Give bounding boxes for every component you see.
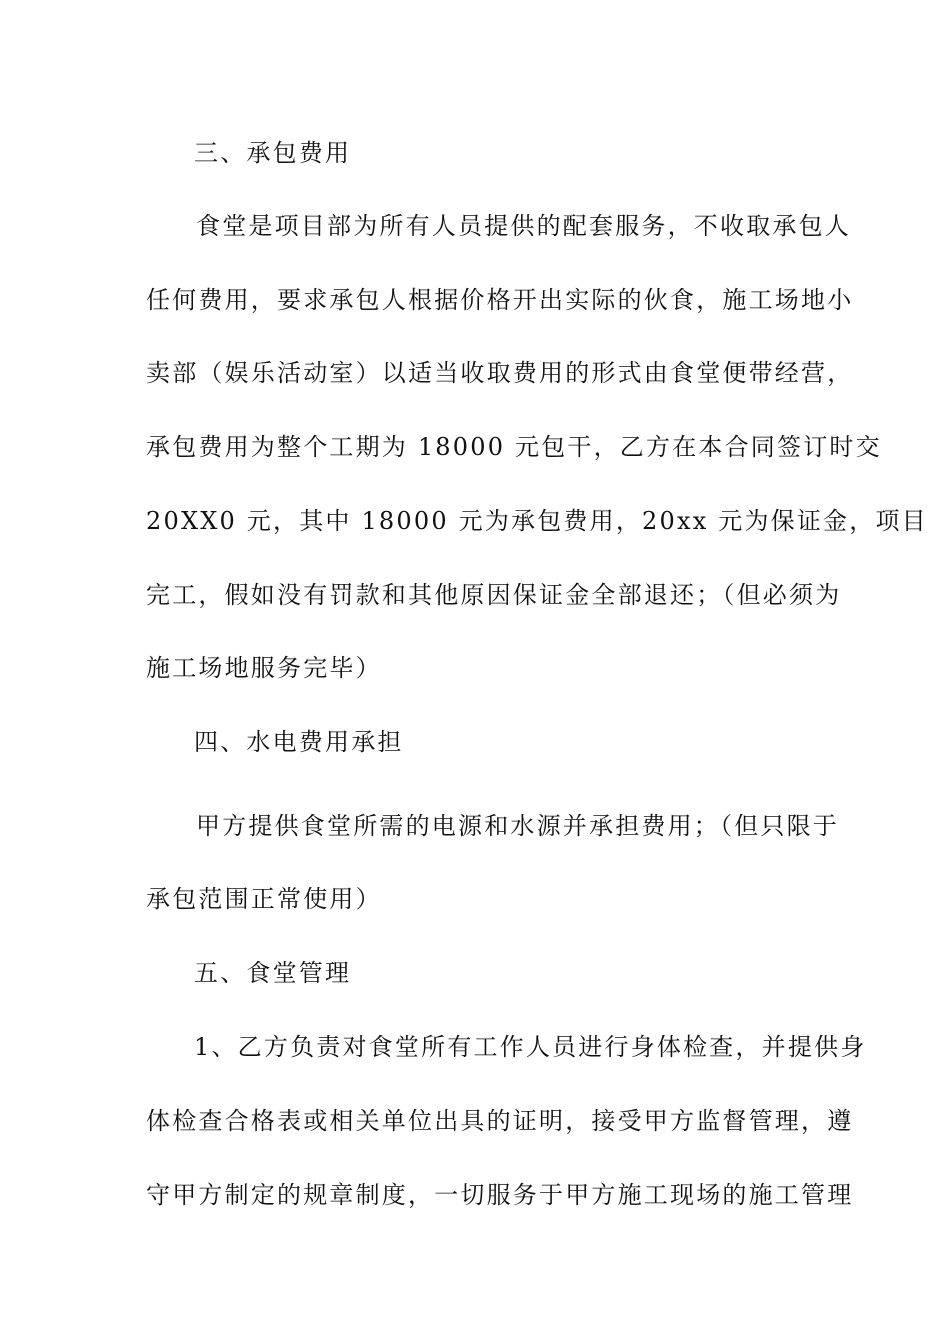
paragraph-line: 承包范围正常使用） [146,885,382,913]
paragraph-line: 任何费用，要求承包人根据价格开出实际的伙食，施工场地小 [146,286,854,314]
section-heading-5: 五、食堂管理 [194,959,352,987]
paragraph-line: 1、乙方负责对食堂所有工作人员进行身体检查，并提供身 [194,1033,867,1061]
paragraph-line: 体检查合格表或相关单位出具的证明，接受甲方监督管理，遵 [146,1107,854,1135]
section-heading-3: 三、承包费用 [194,139,352,167]
paragraph-line: 卖部（娱乐活动室）以适当收取费用的形式由食堂便带经营， [146,359,854,387]
paragraph-line: 20XX0 元，其中 18000 元为承包费用，20xx 元为保证金，项目 [146,507,928,535]
paragraph-line: 守甲方制定的规章制度，一切服务于甲方施工现场的施工管理 [146,1181,854,1209]
section-heading-4: 四、水电费用承担 [194,728,404,756]
paragraph-line: 甲方提供食堂所需的电源和水源并承担费用；（但只限于 [196,812,839,840]
paragraph-line: 完工，假如没有罚款和其他原因保证金全部退还；（但必须为 [146,581,842,609]
paragraph-line: 食堂是项目部为所有人员提供的配套服务，不收取承包人 [196,212,851,240]
paragraph-line: 承包费用为整个工期为 18000 元包干，乙方在本合同签订时交 [146,433,882,461]
paragraph-line: 施工场地服务完毕） [146,654,382,682]
